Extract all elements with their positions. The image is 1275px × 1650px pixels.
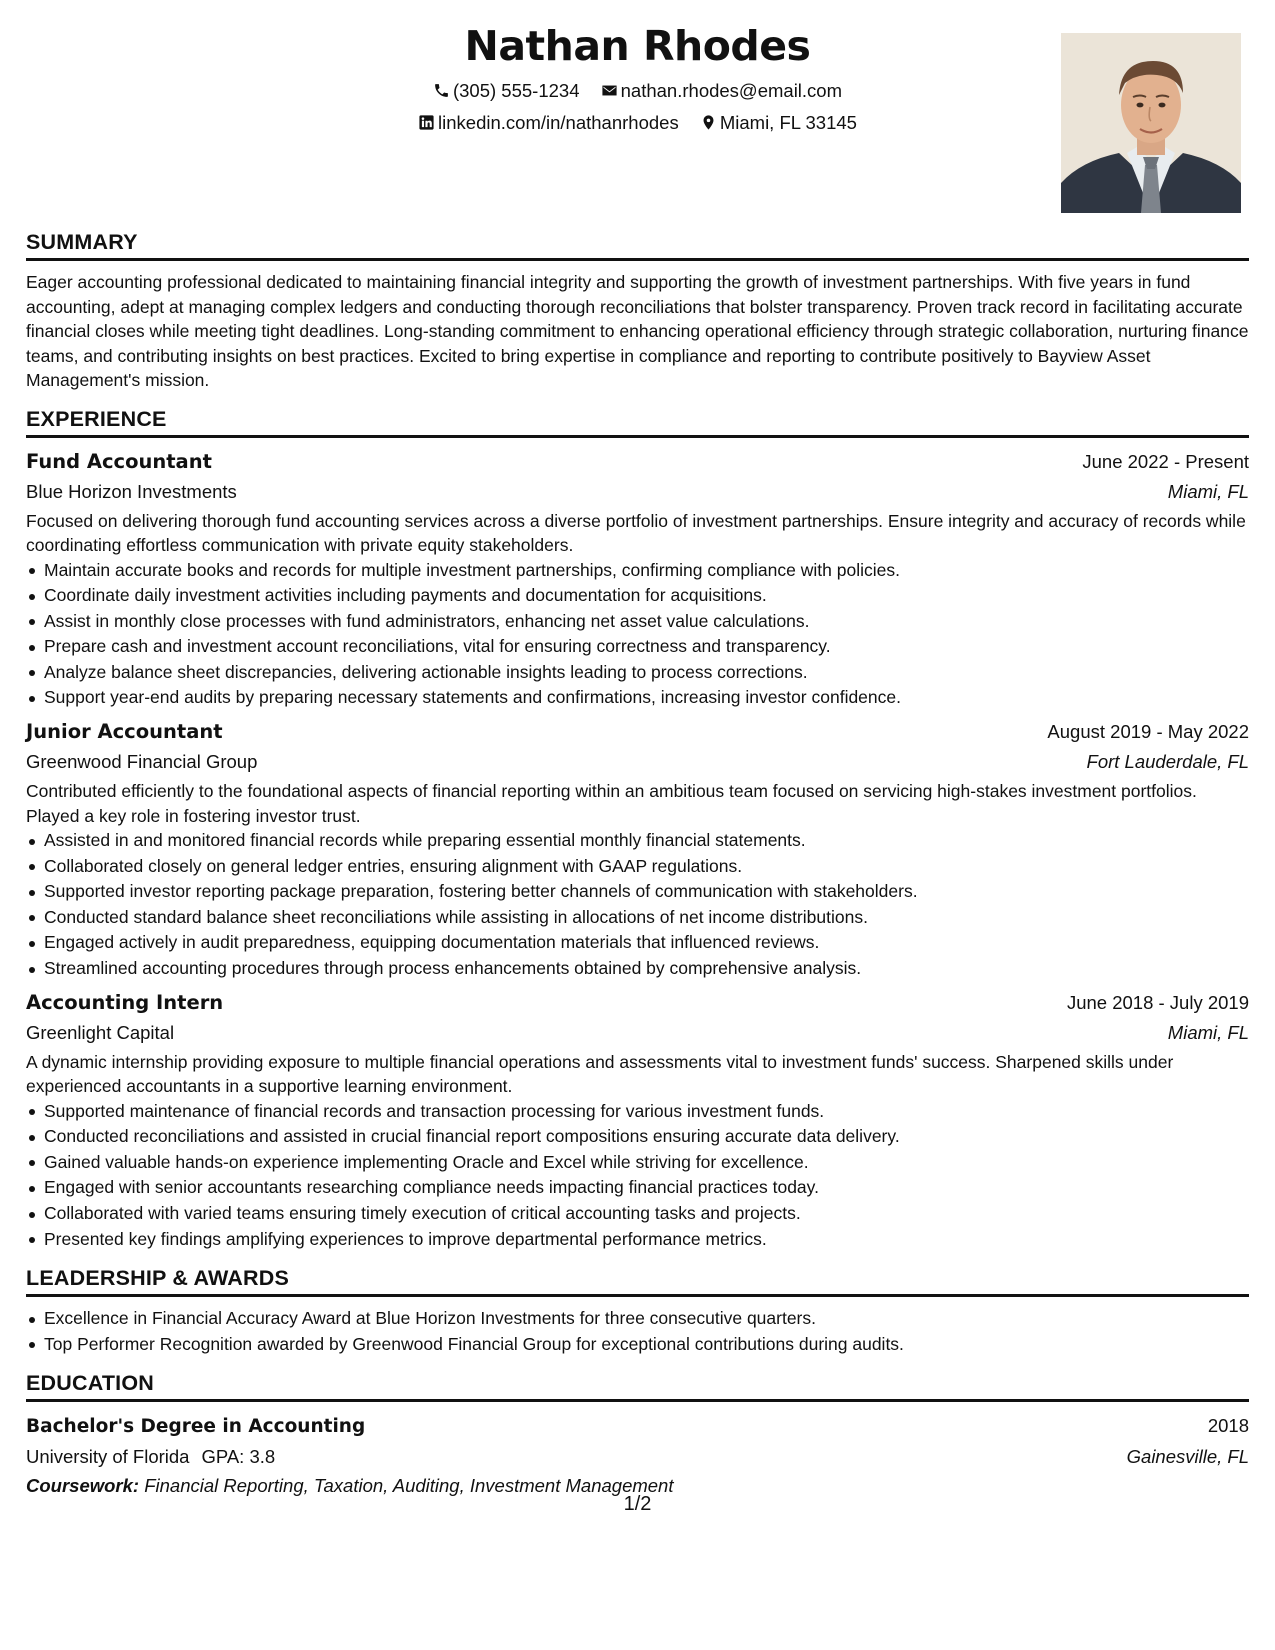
list-item: Support year-end audits by preparing necessary statements and confirmations, increasing investor confidence. — [44, 685, 1249, 711]
summary-text: Eager accounting professional dedicated to maintaining financial integrity and supporting the growth of investment partnerships. With five years in fund accounting, adept at managing complex ledgers and conducting thorough reconciliations that bolster transparency. Proven track record in facilitating accurate financial closes while meeting tight deadlines. Long-standing commitment to enhancing operational efficiency through strategic collaboration, nurturing finance teams, and contributing insights on best practices. Excited to bring expertise in compliance and reporting to contribute positively to Bayview Asset Management's mission. — [26, 272, 1249, 390]
job-title: Fund Accountant — [26, 449, 212, 473]
portrait-illustration — [1061, 33, 1241, 213]
job-company: Blue Horizon Investments — [26, 480, 237, 502]
list-item: Conducted standard balance sheet reconciliations while assisting in allocations of net income distributions. — [44, 905, 1249, 931]
job-dates: August 2019 - May 2022 — [1047, 721, 1249, 743]
coursework-list: Financial Reporting, Taxation, Auditing, Investment Management — [144, 1475, 674, 1497]
job-entry — [26, 447, 1249, 712]
education-heading: EDUCATION — [26, 1371, 1249, 1402]
phone-contact — [433, 80, 580, 102]
email-text: nathan.rhodes@email.com — [620, 80, 843, 101]
gpa-value: GPA: 3.8 — [201, 1446, 276, 1468]
job-location: Miami, FL — [1167, 1021, 1249, 1043]
location-contact — [700, 112, 857, 134]
education-section — [26, 1371, 1249, 1500]
job-location: Fort Lauderdale, FL — [1086, 751, 1249, 773]
job-title: Accounting Intern — [26, 990, 224, 1014]
job-bullets — [26, 828, 1249, 982]
linkedin-contact[interactable] — [418, 112, 679, 134]
envelope-icon — [601, 82, 618, 99]
phone-text: (305) 555-1234 — [452, 80, 580, 101]
resume-header — [26, 0, 1249, 216]
list-item: Engaged actively in audit preparedness, equipping documentation materials that influenced reviews. — [44, 930, 1249, 956]
job-entry — [26, 988, 1249, 1253]
list-item: Maintain accurate books and records for multiple investment partnerships, confirming compliance with policies. — [44, 558, 1249, 584]
school-name: University of Florida — [26, 1446, 190, 1468]
map-pin-icon — [700, 114, 717, 131]
list-item: Analyze balance sheet discrepancies, delivering actionable insights leading to process corrections. — [44, 660, 1249, 686]
page-number: 1/2 — [623, 1493, 652, 1515]
experience-heading: EXPERIENCE — [26, 407, 1249, 438]
leadership-bullets — [26, 1306, 1249, 1357]
job-description: Focused on delivering thorough fund accounting services across a diverse portfolio of investment partnerships. Ensure integrity and accuracy of records while coordinating effortless communication with private equity stakeholders. — [26, 510, 1246, 555]
job-description: Contributed efficiently to the foundational aspects of financial reporting within an ambitious team focused on servicing high-stakes investment portfolios. Played a key role in fostering investor trust. — [26, 781, 1197, 826]
degree-title: Bachelor's Degree in Accounting — [26, 1416, 366, 1438]
leadership-heading: LEADERSHIP & AWARDS — [26, 1266, 1249, 1297]
email-contact[interactable] — [601, 80, 842, 102]
summary-section — [26, 230, 1249, 393]
candidate-name: Nathan Rhodes — [464, 22, 811, 70]
list-item: Excellence in Financial Accuracy Award at Blue Horizon Investments for three consecutive quarters. — [44, 1306, 1249, 1332]
job-location: Miami, FL — [1167, 480, 1249, 502]
experience-section — [26, 407, 1249, 1253]
school-info — [26, 1442, 275, 1471]
list-item: Streamlined accounting procedures through process enhancements obtained by comprehensive analysis. — [44, 956, 1249, 982]
linkedin-text: linkedin.com/in/nathanrhodes — [438, 112, 679, 133]
list-item: Gained valuable hands-on experience implementing Oracle and Excel while striving for excellence. — [44, 1150, 1249, 1176]
list-item: Supported investor reporting package preparation, fostering better channels of communication with stakeholders. — [44, 879, 1249, 905]
leadership-section — [26, 1266, 1249, 1357]
job-description: A dynamic internship providing exposure to multiple financial operations and assessments vital to investment funds' success. Sharpened skills under experienced accountants in a supportive learning environment. — [26, 1051, 1174, 1097]
job-company: Greenwood Financial Group — [26, 751, 258, 773]
school-location: Gainesville, FL — [1126, 1446, 1249, 1468]
list-item: Assist in monthly close processes with fund administrators, enhancing net asset value calculations. — [44, 609, 1249, 635]
job-title: Junior Accountant — [26, 720, 223, 744]
list-item: Supported maintenance of financial records and transaction processing for various investment funds. — [44, 1099, 1249, 1125]
graduation-year: 2018 — [1207, 1415, 1249, 1437]
phone-icon — [433, 82, 450, 99]
job-entry — [26, 717, 1249, 982]
list-item: Assisted in and monitored financial records while preparing essential monthly financial statements. — [44, 828, 1249, 854]
coursework-label: Coursework: — [26, 1475, 140, 1497]
job-bullets — [26, 558, 1249, 712]
list-item: Engaged with senior accountants researching compliance needs impacting financial practices today. — [44, 1175, 1249, 1201]
job-bullets — [26, 1099, 1249, 1253]
job-company: Greenlight Capital — [26, 1021, 175, 1043]
job-dates: June 2018 - July 2019 — [1066, 991, 1249, 1013]
list-item: Coordinate daily investment activities including payments and documentation for acquisitions. — [44, 583, 1249, 609]
list-item: Collaborated closely on general ledger entries, ensuring alignment with GAAP regulations. — [44, 854, 1249, 880]
summary-heading: SUMMARY — [26, 230, 1249, 261]
linkedin-icon — [418, 114, 435, 131]
list-item: Top Performer Recognition awarded by Greenwood Financial Group for exceptional contributions during audits. — [44, 1332, 1249, 1358]
profile-photo — [1061, 33, 1241, 213]
location-text: Miami, FL 33145 — [719, 112, 857, 133]
job-dates: June 2022 - Present — [1082, 450, 1249, 472]
list-item: Conducted reconciliations and assisted in crucial financial report compositions ensuring accurate data delivery. — [44, 1124, 1249, 1150]
list-item: Prepare cash and investment account reconciliations, vital for ensuring correctness and transparency. — [44, 634, 1249, 660]
list-item: Presented key findings amplifying experiences to improve departmental performance metrics. — [44, 1227, 1249, 1253]
list-item: Collaborated with varied teams ensuring timely execution of critical accounting tasks and projects. — [44, 1201, 1249, 1227]
